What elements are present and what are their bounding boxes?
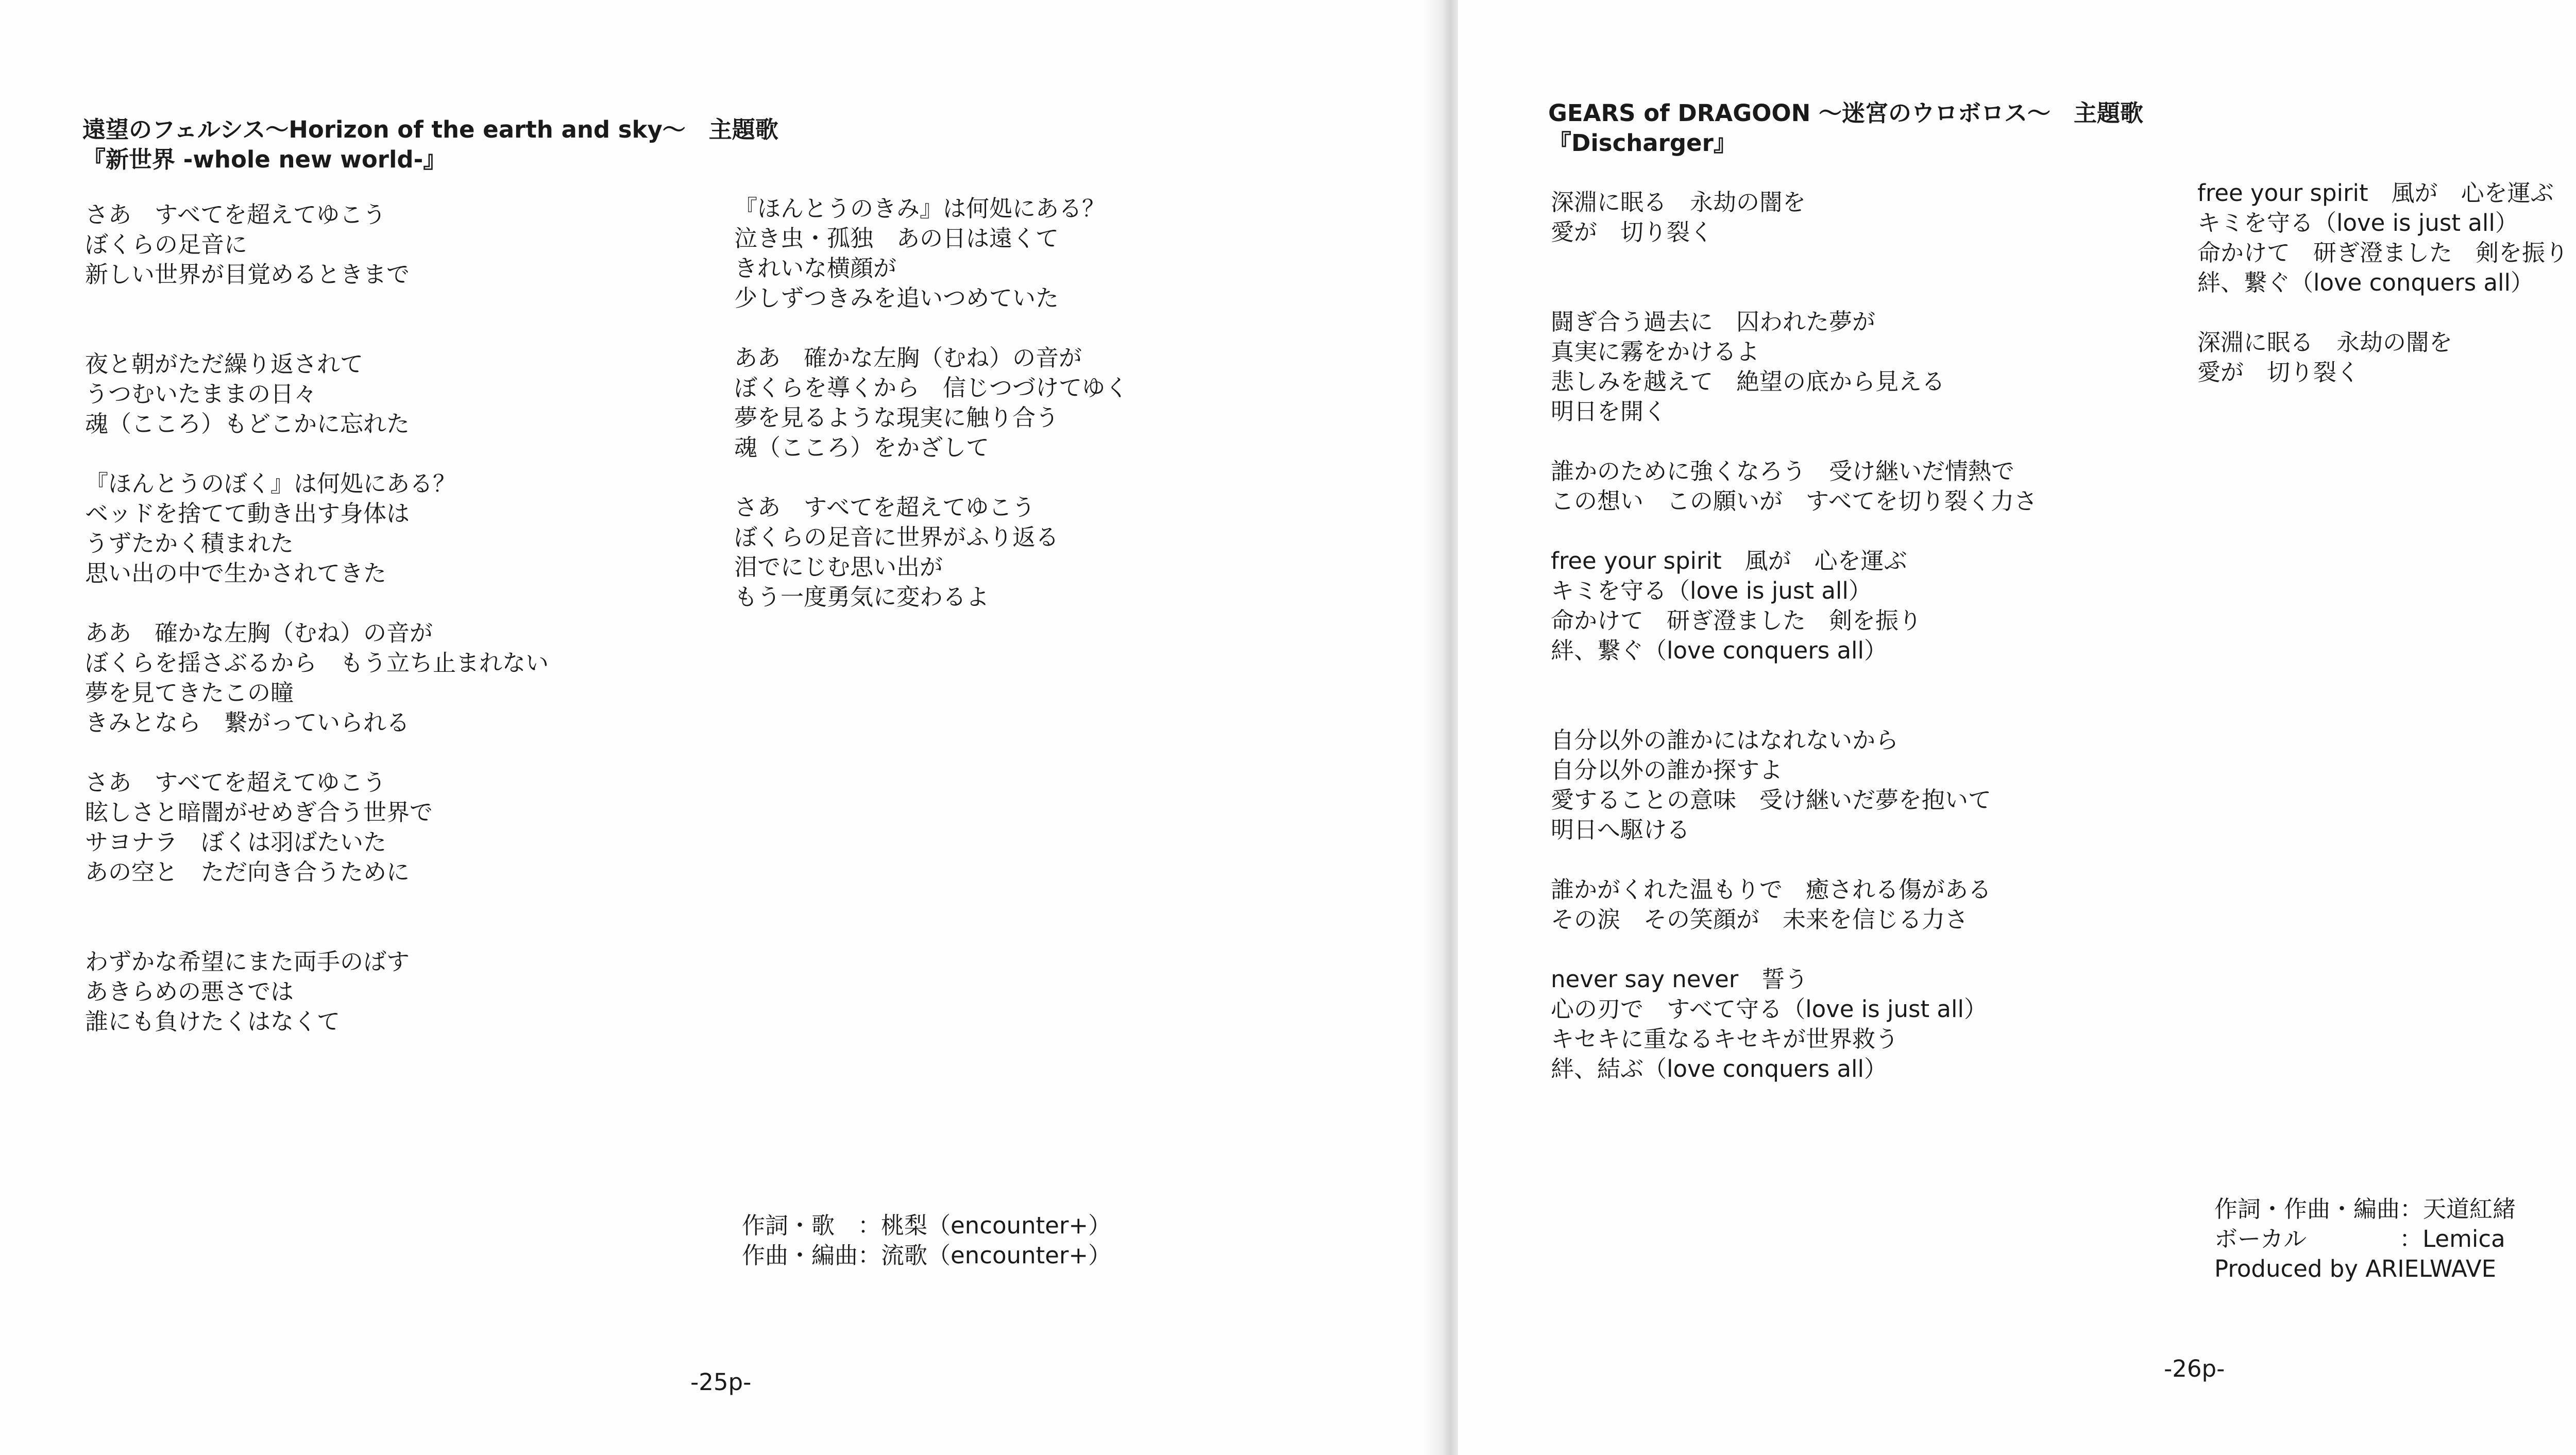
lyric-line: 『ほんとうのぼく』は何処にある？ bbox=[85, 470, 456, 497]
credit-line: 作詞・歌 ：桃梨（encounter+） bbox=[742, 1212, 1112, 1239]
lyric-line: 泪でにじむ思い出が bbox=[734, 553, 943, 581]
song-title-line-1: GEARS of DRAGOON 〜迷宮のウロボロス〜 主題歌 bbox=[1548, 99, 2143, 127]
stanza bbox=[85, 618, 549, 738]
stanza bbox=[1551, 546, 2037, 666]
song-title-line-2: 『Discharger』 bbox=[1548, 129, 1737, 157]
lyric-line: さあ すべてを超えてゆこう bbox=[85, 201, 386, 228]
credit-line: 作詞・作曲・編曲：天道紅緒 bbox=[2214, 1195, 2516, 1223]
song-title-left bbox=[82, 114, 778, 174]
stanza bbox=[1551, 188, 2037, 247]
song-title-line-1: 遠望のフェルシス〜Horizon of the earth and sky〜 主題歌 bbox=[82, 116, 778, 143]
lyric-line: この想い この願いが すべてを切り裂く力さ bbox=[1551, 487, 2038, 515]
lyric-line: never say never 誓う bbox=[1551, 966, 1808, 993]
lyric-line: ベッドを捨てて動き出す身体は bbox=[85, 500, 410, 527]
lyrics-column-1 bbox=[85, 200, 549, 1067]
lyric-line: さあ すべてを超えてゆこう bbox=[734, 494, 1036, 521]
lyric-line: 誰かがくれた温もりで 癒される傷がある bbox=[1551, 876, 1992, 903]
lyric-line: その涙 その笑顔が 未来を信じる力さ bbox=[1551, 906, 1969, 933]
lyric-line: うずたかく積まれた bbox=[85, 530, 294, 557]
lyric-line: サヨナラ ぼくは羽ばたいた bbox=[85, 828, 387, 856]
lyric-line: 絆、繋ぐ（love conquers all） bbox=[1551, 637, 1888, 664]
stanza bbox=[1551, 725, 2037, 845]
lyric-line: わずかな希望にまた両手のばす bbox=[85, 948, 410, 975]
lyric-line: 深淵に眠る 永劫の闇を bbox=[1551, 189, 1806, 216]
lyric-line: 悲しみを越えて 絶望の底から見える bbox=[1551, 368, 1945, 395]
lyric-line: ぼくらを揺さぶるから もう立ち止まれない bbox=[85, 649, 549, 676]
lyric-line: 新しい世界が目覚めるときまで bbox=[85, 261, 410, 288]
lyric-line: 命かけて 研ぎ澄ました 剣を振り bbox=[2197, 239, 2569, 266]
lyric-line: 眩しさと暗闇がせめぎ合う世界で bbox=[85, 799, 433, 826]
lyric-line: 魂（こころ）もどこかに忘れた bbox=[85, 410, 410, 437]
lyric-line: 誰にも負けたくはなくて bbox=[85, 1008, 341, 1035]
song-title-line-2: 『新世界 -whole new world-』 bbox=[82, 146, 447, 173]
lyric-line: 愛が 切り裂く bbox=[2197, 359, 2360, 386]
lyric-line: もう一度勇気に変わるよ bbox=[734, 583, 990, 611]
lyric-line: 絆、結ぶ（love conquers all） bbox=[1551, 1055, 1888, 1082]
lyric-line: うつむいたままの日々 bbox=[85, 380, 317, 408]
stanza bbox=[2197, 178, 2568, 298]
song-title-right bbox=[1548, 98, 2143, 158]
page-number: -26p- bbox=[2164, 1355, 2225, 1382]
lyric-line: 自分以外の誰かにはなれないから bbox=[1551, 726, 1899, 754]
lyric-line: free your spirit 風が 心を運ぶ bbox=[2197, 179, 2554, 207]
lyric-line: 命かけて 研ぎ澄ました 剣を振り bbox=[1551, 607, 1922, 634]
credit-line: 作曲・編曲：流歌（encounter+） bbox=[742, 1242, 1112, 1269]
lyric-line: 真実に霧をかけるよ bbox=[1551, 338, 1760, 365]
lyric-line: あの空と ただ向き合うために bbox=[85, 858, 410, 886]
lyric-line: さあ すべてを超えてゆこう bbox=[85, 769, 386, 796]
lyric-line: 泣き虫・孤独 あの日は遠くて bbox=[734, 225, 1059, 252]
lyric-line: 『ほんとうのきみ』は何処にある？ bbox=[734, 195, 1106, 222]
lyric-line: 夜と朝がただ繰り返されて bbox=[85, 350, 364, 378]
lyric-line: あきらめの悪さでは bbox=[85, 978, 294, 1005]
lyric-line: ぼくらの足音に bbox=[85, 231, 248, 258]
stanza bbox=[1551, 307, 2037, 427]
lyric-line: 深淵に眠る 永劫の闇を bbox=[2197, 329, 2453, 356]
lyric-line: ぼくらを導くから 信じつづけてゆく bbox=[734, 374, 1129, 401]
stanza bbox=[85, 768, 549, 887]
lyric-line: ああ 確かな左胸（むね）の音が bbox=[85, 619, 433, 647]
stanza bbox=[85, 469, 549, 588]
lyric-line: 明日へ駆ける bbox=[1551, 816, 1690, 843]
lyric-line: 自分以外の誰か探すよ bbox=[1551, 756, 1783, 784]
lyric-line: キセキに重なるキセキが世界救う bbox=[1551, 1025, 1899, 1053]
page-right bbox=[1458, 0, 2576, 1455]
lyric-line: 夢を見てきたこの瞳 bbox=[85, 679, 294, 706]
lyric-line: 夢を見るような現実に触り合う bbox=[734, 404, 1059, 431]
credits bbox=[742, 1211, 1111, 1271]
stanza bbox=[1551, 965, 2037, 1084]
lyrics-column-2 bbox=[734, 194, 1128, 642]
lyric-line: きみとなら 繋がっていられる bbox=[85, 709, 410, 736]
lyric-line: 誰かのために強くなろう 受け継いだ情熱で bbox=[1551, 458, 2015, 485]
stanza bbox=[734, 343, 1128, 463]
lyric-line: 絆、繋ぐ（love conquers all） bbox=[2197, 269, 2534, 296]
credits bbox=[2214, 1194, 2516, 1284]
lyric-line: キミを守る（love is just all） bbox=[1551, 577, 1872, 604]
stanza bbox=[1551, 875, 2037, 935]
lyric-line: 心の刃で すべて守る（love is just all） bbox=[1551, 995, 1988, 1023]
lyric-line: 魂（こころ）をかざして bbox=[734, 434, 990, 461]
stanza bbox=[1551, 456, 2037, 516]
stanza bbox=[734, 194, 1128, 313]
lyric-line: 闘ぎ合う過去に 囚われた夢が bbox=[1551, 308, 1876, 335]
lyrics-column-1 bbox=[1551, 188, 2037, 1114]
lyric-line: 少しずつきみを追いつめていた bbox=[734, 284, 1059, 312]
stanza bbox=[85, 200, 549, 290]
stanza bbox=[2197, 328, 2568, 387]
lyric-line: 思い出の中で生かされてきた bbox=[85, 560, 387, 587]
lyric-line: ぼくらの足音に世界がふり返る bbox=[734, 523, 1059, 551]
stanza bbox=[734, 493, 1128, 612]
stanza bbox=[85, 947, 549, 1037]
lyric-line: 愛が 切り裂く bbox=[1551, 218, 1714, 246]
lyric-line: 明日を開く bbox=[1551, 398, 1667, 425]
lyric-line: 愛することの意味 受け継いだ夢を抱いて bbox=[1551, 786, 1992, 814]
lyrics-column-2 bbox=[2197, 178, 2568, 417]
credit-line: Produced by ARIELWAVE bbox=[2214, 1255, 2497, 1282]
lyric-line: free your spirit 風が 心を運ぶ bbox=[1551, 547, 1907, 574]
lyric-line: ああ 確かな左胸（むね）の音が bbox=[734, 344, 1082, 371]
lyric-line: キミを守る（love is just all） bbox=[2197, 209, 2518, 236]
stanza bbox=[85, 349, 549, 439]
credit-line: ボーカル ：Lemica bbox=[2214, 1225, 2505, 1253]
lyric-line: きれいな横顔が bbox=[734, 255, 897, 282]
page-number: -25p- bbox=[690, 1368, 752, 1396]
